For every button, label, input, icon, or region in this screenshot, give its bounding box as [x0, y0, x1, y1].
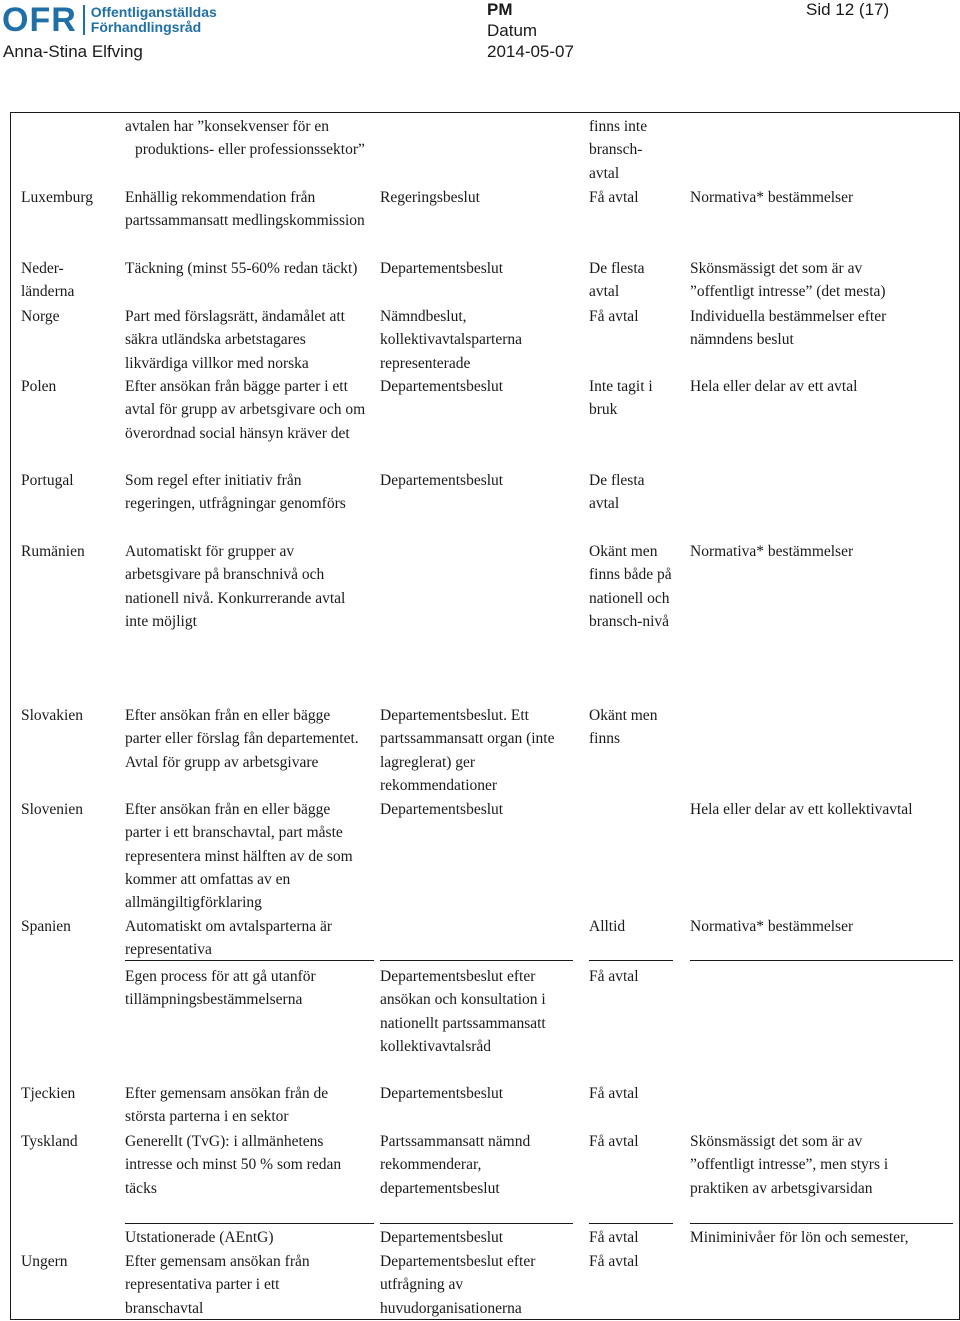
coverage-cell: Okänt men finns både på nationell och bransch-nivå [589, 543, 672, 630]
scope-cell: Skönsmässigt det som är av ”offentligt intresse” (det mesta) [690, 260, 886, 301]
country-cell: Tyskland [21, 1133, 78, 1150]
coverage-cell: Få avtal [589, 1133, 639, 1150]
extension-cell: Efter gemensam ansökan från representativa parter i ett branschavtal [125, 1253, 310, 1317]
decision-cell: Departementsbeslut [380, 472, 504, 489]
cell-divider [380, 1223, 573, 1224]
decision-cell: Departementsbeslut. Ett partssammansatt organ (inte lagreglerat) ger rekommendationer [380, 707, 555, 794]
decision-cell: Departementsbeslut [380, 260, 504, 277]
decision-cell: Nämndbeslut, kollektivavtalsparterna representerade [380, 308, 523, 372]
extension-cell: avtalen har ”konsekvenser för en produktions- eller professionssektor” [125, 118, 365, 159]
cell-divider [690, 1223, 953, 1224]
country-cell: Polen [21, 378, 57, 395]
cell-divider [589, 1223, 673, 1224]
scope-cell: Hela eller delar av ett kollektivavtal [690, 801, 913, 818]
coverage-cell: Få avtal [589, 308, 639, 325]
coverage-cell: Få avtal [589, 1085, 639, 1102]
cell-divider [125, 960, 374, 961]
logo-line-1: Offentliganställdas [90, 4, 217, 20]
coverage-cell: Inte tagit i bruk [589, 378, 653, 419]
country-cell: Portugal [21, 472, 74, 489]
extension-cell: Efter ansökan från en eller bägge parter i ett branschavtal, part måste representera minst hälften av de som kommer att omfattas av en allmängiltigförklaring [125, 801, 353, 912]
country-cell: Slovenien [21, 801, 83, 818]
country-cell: Norge [21, 308, 60, 325]
coverage-cell: De flesta avtal [589, 260, 645, 301]
extension-cell: Automatiskt om avtalsparterna är representativa [125, 918, 333, 959]
extension-cell: Som regel efter initiativ från regeringen, utfrågningar genomförs [125, 472, 346, 513]
coverage-cell: Få avtal [589, 1229, 639, 1246]
decision-cell: Departementsbeslut [380, 378, 504, 395]
decision-cell: Departementsbeslut [380, 1229, 504, 1246]
extension-cell: Efter gemensam ansökan från de största parterna i en sektor [125, 1085, 329, 1126]
country-cell: Spanien [21, 918, 71, 935]
country-cell: Slovakien [21, 707, 83, 724]
date-value: 2014-05-07 [487, 42, 574, 61]
coverage-cell: Alltid [589, 918, 626, 935]
extension-cell: Enhällig rekommendation från partssammansatt medlingskommission [125, 189, 365, 230]
extension-cell: Part med förslagsrätt, ändamålet att säkra utländska arbetstagares likvärdiga villkor med norska [125, 308, 345, 372]
logo-text [91, 5, 217, 35]
country-cell: Ungern [21, 1253, 68, 1270]
decision-cell: Departementsbeslut [380, 801, 504, 818]
coverage-cell: Få avtal [589, 189, 639, 206]
scope-cell: Individuella bestämmelser efter nämndens beslut [690, 308, 887, 349]
extension-cell: Generellt (TvG): i allmänhetens intresse och minst 50 % som redan täcks [125, 1133, 342, 1197]
extension-cell: Efter ansökan från bägge parter i ett avtal för grupp av arbetsgivare och om överordnad social hänsyn kräver det [125, 378, 366, 442]
coverage-cell: Få avtal [589, 968, 639, 985]
extension-cell: Egen process för att gå utanför tillämpningsbestämmelserna [125, 968, 316, 1009]
country-cell: Rumänien [21, 543, 85, 560]
logo-mark: OFR [2, 1, 77, 39]
country-cell: Tjeckien [21, 1085, 76, 1102]
cell-divider [690, 960, 953, 961]
scope-cell: Miniminivåer för lön och semester, [690, 1229, 909, 1246]
decision-cell: Regeringsbeslut [380, 189, 480, 206]
page-header [0, 0, 960, 90]
document-type: PM [487, 0, 513, 19]
scope-cell: Normativa* bestämmelser [690, 543, 854, 560]
scope-cell: Skönsmässigt det som är av ”offentligt intresse”, men styrs i praktiken av arbetsgivarsidan [690, 1133, 889, 1197]
coverage-cell: finns inte bransch-avtal [589, 118, 648, 182]
date-label: Datum [487, 21, 538, 40]
country-cell: Neder-länderna [21, 260, 75, 301]
logo-divider [83, 5, 85, 35]
extension-cell: Efter ansökan från en eller bägge parter eller förslag fån departementet. Avtal för grupp av arbetsgivare [125, 707, 359, 771]
extension-cell: Automatiskt för grupper av arbetsgivare på branschnivå och nationell nivå. Konkurrerande avtal inte möjligt [125, 543, 346, 630]
extension-table [10, 112, 960, 1320]
extension-cell: Utstationerade (AEntG) [125, 1229, 274, 1246]
decision-cell: Departementsbeslut [380, 1085, 504, 1102]
scope-cell: Normativa* bestämmelser [690, 189, 854, 206]
logo-line-2: Förhandlingsråd [90, 19, 202, 35]
cell-divider [380, 960, 573, 961]
country-cell: Luxemburg [21, 189, 94, 206]
decision-cell: Departementsbeslut efter ansökan och konsultation i nationellt partssammansatt kollektivavtalsråd [380, 968, 546, 1055]
scope-cell: Normativa* bestämmelser [690, 918, 854, 935]
cell-divider [125, 1223, 374, 1224]
author-name: Anna-Stina Elfving [3, 42, 143, 61]
coverage-cell: Okänt men finns [589, 707, 658, 748]
cell-divider [589, 960, 673, 961]
coverage-cell: De flesta avtal [589, 472, 645, 513]
decision-cell: Departementsbeslut efter utfrågning av huvudorganisationerna [380, 1253, 536, 1317]
scope-cell: Hela eller delar av ett avtal [690, 378, 858, 395]
ofr-logo [2, 0, 217, 40]
page-number: Sid 12 (17) [806, 0, 890, 19]
decision-cell: Partssammansatt nämnd rekommenderar, departementsbeslut [380, 1133, 531, 1197]
coverage-cell: Få avtal [589, 1253, 639, 1270]
extension-cell: Täckning (minst 55-60% redan täckt) [125, 260, 358, 277]
